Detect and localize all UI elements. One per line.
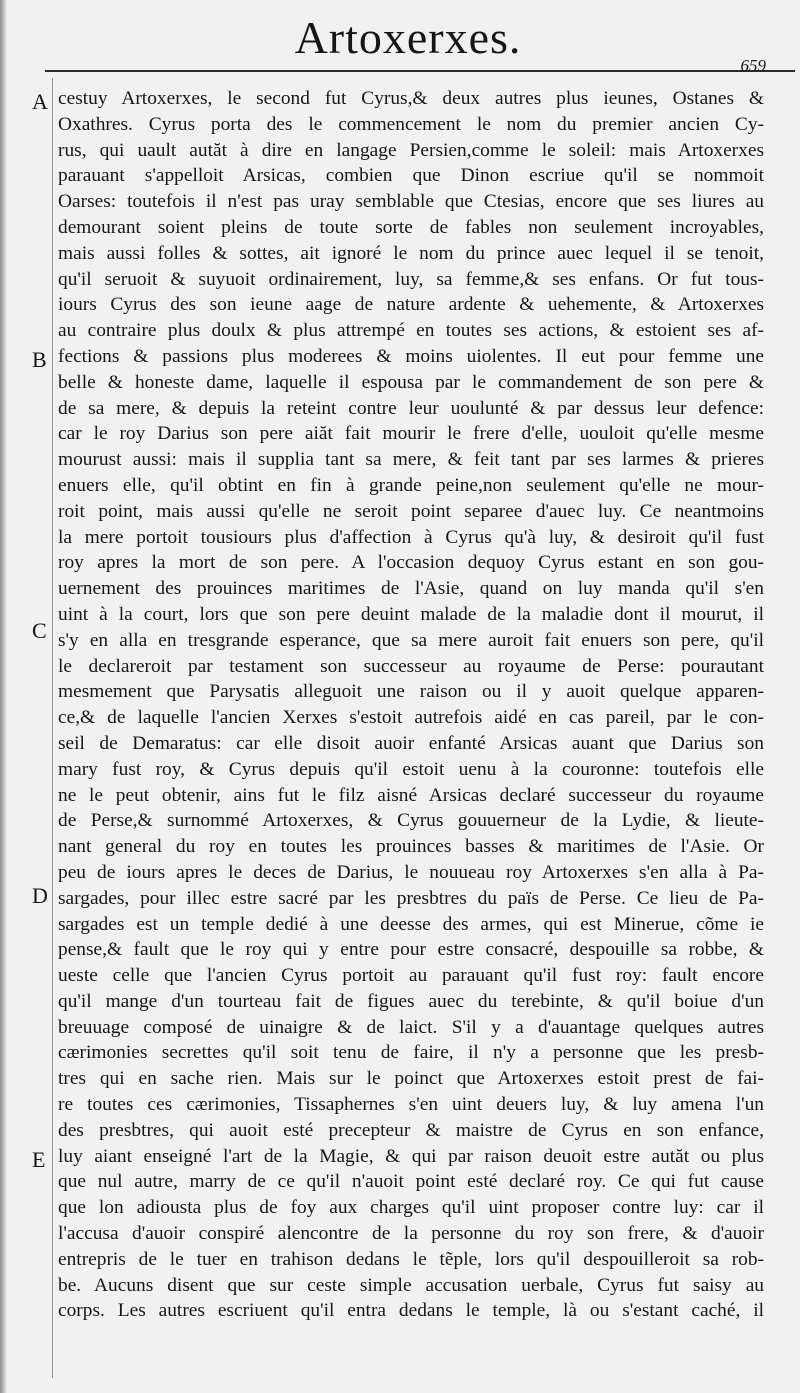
text-line: mais aussi folles & sottes, ait ignoré le nom du prince auec lequel il se tenoit, [58,242,764,264]
text-line: que lon adiousta plus de foy aux charges qu'il uint proposer contre luy: car il [58,1197,764,1219]
text-line: que nul autre, marry de ce qu'il n'auoit point esté declaré roy. Ce qui fut cause [58,1171,764,1193]
text-line: roy apres la mort de son pere. A l'occasion dequoy Cyrus estant en son gou- [58,552,764,574]
margin-rule [52,78,53,1378]
text-line: ne le peut obtenir, ains fut le filz aisné Arsicas declaré successeur du royaume [58,784,764,806]
text-line: enuers elle, qu'il obtint en fin à grande peine,non seulement qu'elle ne mour- [58,474,764,496]
text-line: mary fust roy, & Cyrus depuis qu'il estoit uenu à la couronne: toutefois elle [58,758,764,780]
text-line: re toutes ces cærimonies, Tissaphernes s'en uint deuers luy, & luy amena l'un [58,1094,764,1116]
text-line: Oarses: toutefois il n'est pas uray semblable que Ctesias, encore que ses liures au [58,191,764,213]
text-line: l'accusa d'auoir conspiré alencontre de la personne du roy son frere, & d'auoir [58,1223,764,1245]
text-line: pense,& fault que le roy qui y entre pour estre consacré, despouille sa robbe, & [58,939,764,961]
text-line: uernement des prouinces maritimes de l'Asie, quand on luy manda qu'il s'en [58,578,764,600]
page-number: 659 [740,56,766,75]
text-line: parauant s'appelloit Arsicas, combien que Dinon escriue qu'il se nommoit [58,165,764,187]
margin-marker-b: B [32,347,47,372]
text-line: des presbtres, qui auoit esté precepteur & maistre de Cyrus en son enfance, [58,1119,764,1141]
text-line: car le roy Darius son pere aiăt fait mourir le frere d'elle, uouloit qu'elle mesme [58,423,764,445]
margin-marker-c: C [32,618,47,643]
text-line: qu'il seruoit & suyuoit ordinairement, luy, sa femme,& ses enfans. Or fut tous- [58,268,764,290]
text-line: belle & honeste dame, laquelle il espousa par le commandement de son pere & [58,371,764,393]
text-line: uint à la court, lors que son pere deuint malade de la maladie dont il mourut, il [58,603,764,625]
header-rule [45,70,795,72]
text-line: la mere portoit tousiours plus d'affection à Cyrus qu'à luy, & desiroit qu'il fust [58,526,764,548]
text-line: de Perse,& surnommé Artoxerxes, & Cyrus gouuerneur de la Lydie, & lieute- [58,810,764,832]
text-line: iours Cyrus des son ieune aage de nature ardente & uehemente, & Artoxerxes [58,294,764,316]
page-binding-edge [0,0,7,1393]
margin-marker-d: D [32,883,48,908]
text-line: corps. Les autres escriuent qu'il entra dedans le temple, là ou s'estant caché, il [58,1300,764,1322]
text-line: Oxathres. Cyrus porta des le commencement le nom du premier ancien Cy- [58,113,764,135]
text-line: rus, qui uault autăt à dire en langage Persien,comme le soleil: mais Artoxerxes [58,139,764,161]
text-line: seil de Demaratus: car elle disoit auoir enfanté Arsicas auant que Darius son [58,732,764,754]
text-line: sargades, pour illec estre sacré par les presbtres du païs de Perse. Ce lieu de Pa- [58,887,764,909]
text-line: mourust aussi: mais il supplia tant sa mere, & feit tant par ses larmes & prieres [58,449,764,471]
text-line: luy aiant enseigné l'art de la Magie, & qui par raison deuoit estre autăt ou plus [58,1145,764,1167]
text-line: cestuy Artoxerxes, le second fut Cyrus,& deux autres plus ieunes, Ostanes & [58,88,764,109]
text-line: ce,& de laquelle l'ancien Xerxes s'estoit autrefois aidé en cas pareil, par le con- [58,707,764,729]
text-line: demourant soient pleins de toute sorte de fables non seulement incroyables, [58,216,764,238]
running-head: Artoxerxes. [294,12,522,63]
text-line: le declareroit par testament son successeur au royaume de Perse: pourautant [58,655,764,677]
text-line: qu'il mange d'un tourteau fait de figues auec du terebinte, & qu'il boiue d'un [58,990,764,1012]
margin-marker-e: E [32,1147,46,1172]
text-line: s'y en alla en tresgrande esperance, que sa mere auroit fait enuers son pere, qu'il [58,629,764,651]
text-line: au contraire plus doulx & plus attrempé en toutes ses actions, & estoient ses af- [58,320,764,342]
text-line: ueste celle que l'ancien Cyrus portoit au parauant qu'il fust roy: fault encore [58,965,764,987]
text-line: sargades est un temple dedié à une deesse des armes, qui est Minerue, cõme ie [58,913,764,935]
text-line: tres qui en sache rien. Mais sur le poinct que Artoxerxes estoit prest de fai- [58,1068,764,1090]
text-line: be. Aucuns disent que sur ceste simple accusation uerbale, Cyrus fut saisy au [58,1274,764,1296]
text-line: cærimonies secrettes qu'il soit tenu de faire, il n'y a personne que les presb- [58,1042,764,1064]
margin-marker-a: A [32,89,48,114]
body-text [58,86,764,1324]
text-line: peu de iours apres le deces de Darius, le nouueau roy Artoxerxes s'en alla à Pa- [58,861,764,883]
text-line: nant general du roy en toutes les prouinces basses & maritimes de l'Asie. Or [58,836,764,858]
text-line: entrepris de le tuer en trahison dedans le tẽple, lors qu'il despouilleroit sa rob- [58,1248,764,1270]
text-line: fections & passions plus moderees & moins uiolentes. Il eut pour femme une [58,345,764,367]
text-line: breuuage composé de uinaigre & de laict. S'il y a d'auantage quelques autres [58,1016,764,1038]
text-line: roit point, mais aussi qu'elle ne seroit point separee d'auec luy. Ce neantmoins [58,500,764,522]
text-line: de sa mere, & depuis la reteint contre leur uoulunté & par dessus leur defence: [58,397,764,419]
text-line: mesmement que Parysatis alleguoit une raison ou il y auoit quelque apparen- [58,681,764,703]
